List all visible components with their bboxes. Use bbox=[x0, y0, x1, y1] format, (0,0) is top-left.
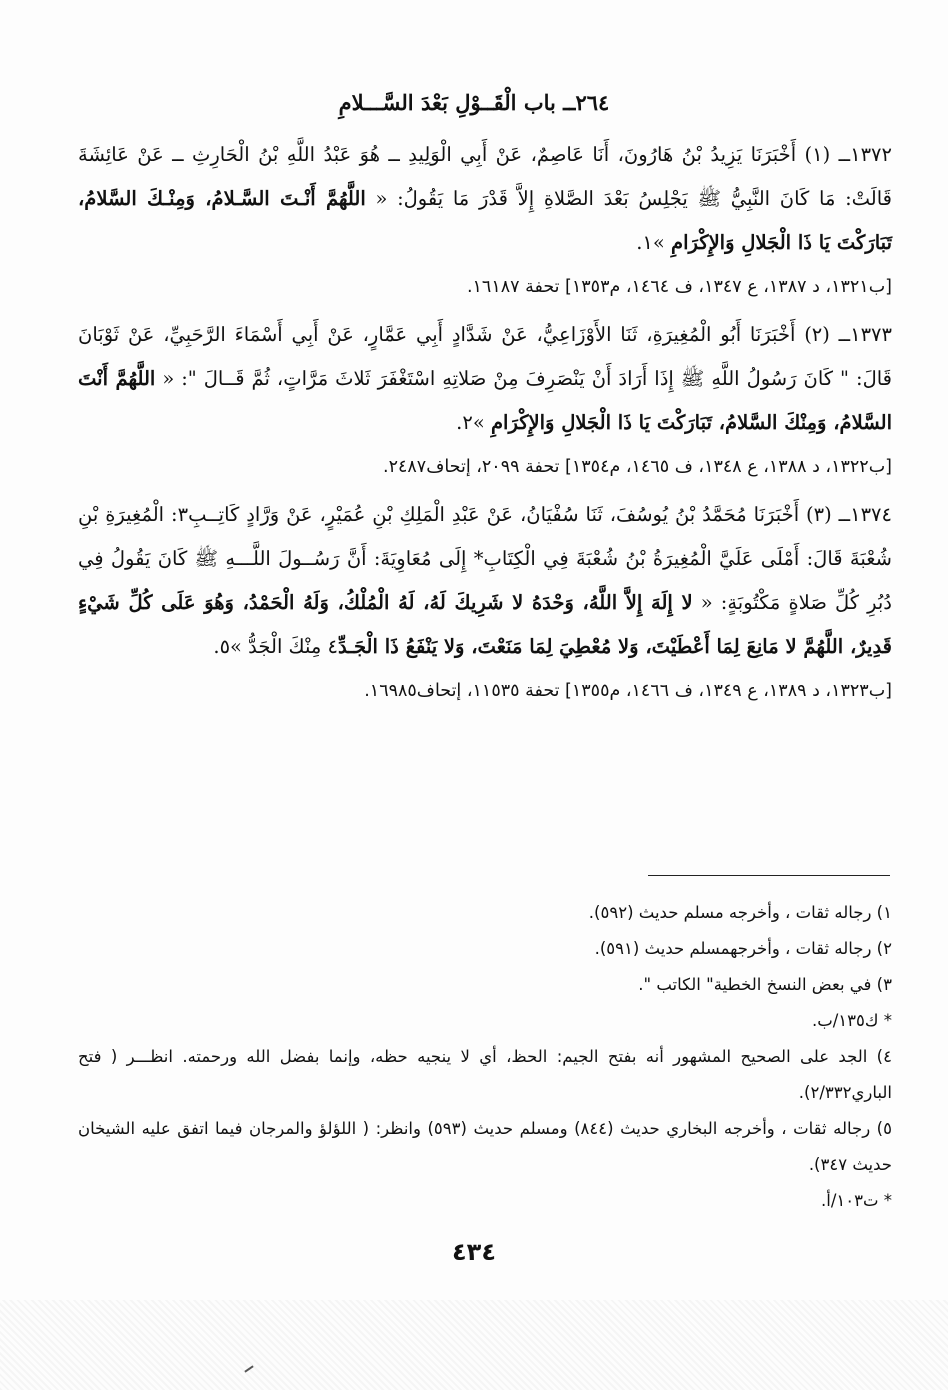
page-number: ٤٣٤ bbox=[452, 1238, 496, 1266]
hadith-reference-1373: [ب١٣٢٢، د ١٣٨٨، ع ١٣٤٨، ف ١٤٦٥، م١٣٥٤] تحفة ٢٠٩٩، إتحاف٢٤٨٧. bbox=[383, 457, 892, 477]
scan-texture bbox=[0, 1300, 948, 1390]
footnote: * ك١٣٥/ب. bbox=[811, 1011, 892, 1030]
footnote: ٥) رجاله ثقات ، وأخرجه البخاري حديث (٨٤٤) ومسلم حديث (٥٩٣) وانظر: ( اللؤلؤ والمرجان فيما اتفق عليه الشيخان حديث ٣٤٧). bbox=[78, 1119, 892, 1174]
hadith-1372 bbox=[78, 133, 892, 265]
footnote-divider bbox=[648, 875, 890, 876]
hadith-body bbox=[78, 133, 892, 717]
footnote: ٤) الجد على الصحيح المشهور أنه بفتح الجيم: الحظ، أي لا ينجيه حظه، وإنما بفضل الله ورحمته. انظـــر ( فتح الباري٢/٣٣٢). bbox=[78, 1047, 892, 1102]
hadith-text-end: »١. bbox=[636, 231, 672, 254]
hadith-supplication: اللَّهُمَّ أَنْتَ السَّلامُ، وَمِنْكَ السَّلامُ، تَبَارَكْتَ يَا ذَا الْجَلالِ وَالإِكْرَامِ bbox=[78, 367, 892, 434]
hadith-reference-1372: [ب١٣٢١، د ١٣٨٧، ع ١٣٤٧، ف ١٤٦٤، م١٣٥٣] تحفة ١٦١٨٧. bbox=[466, 277, 892, 297]
footnote: ١) رجاله ثقات ، وأخرجه مسلم حديث (٥٩٢). bbox=[588, 903, 892, 922]
hadith-reference-1374: [ب١٣٢٣، د ١٣٨٩، ع ١٣٤٩، ف ١٤٦٦، م١٣٥٥] تحفة ١١٥٣٥، إتحاف١٦٩٨٥. bbox=[364, 681, 892, 701]
hadith-1373 bbox=[78, 313, 892, 445]
hadith-supplication: لا إِلَهَ إِلاَّ اللَّهُ، وَحْدَهُ لا شَرِيكَ لَهُ، لَهُ الْمُلْكُ، وَلَهُ الْحَمْدُ، وَهُوَ عَلَى كُلِّ شَيْءٍ قَدِيرٌ، اللَّهُمَّ لا مَانِعَ لِمَا أَعْطَيْتَ، وَلا مُعْطِيَ لِمَا مَنَعْتَ، وَلا يَنْفَعُ ذَا الْجَـدِّ bbox=[78, 591, 892, 658]
footnote: ٢) رجاله ثقات ، وأخرجهمسلم حديث (٥٩١). bbox=[594, 939, 892, 958]
footnotes bbox=[78, 895, 892, 1219]
footnote: * ت١٠٣/أ. bbox=[820, 1191, 892, 1210]
hadith-text-end: ٤ مِنْكَ الْجَدُّ »٥. bbox=[213, 635, 339, 658]
hadith-supplication: اللَّهُمَّ أَنْـتَ السَّـلامُ، وَمِنْـكَ السَّلامُ، تَبَارَكْتَ يَا ذَا الْجَلالِ وَالإِكْرَامِ bbox=[78, 187, 892, 254]
footnote: ٣) في بعض النسخ الخطية" الكاتب ". bbox=[638, 975, 892, 994]
hadith-text: ١٣٧٣ــ (٢) أَخْبَرَنَا أَبُو الْمُغِيرَةِ، ثَنَا الأَوْزَاعِيُّ، عَنْ شَدَّادٍ أَبِي عَمَّارٍ، عَنْ أَبِي أَسْمَاءَ الرَّحَبِيِّ، عَنْ ثَوْبَانَ قَالَ: " كَانَ رَسُولُ اللَّهِ ﷺ إِذَا أَرَادَ أَنْ يَنْصَرِفَ مِنْ صَلاتِهِ اسْتَغْفَرَ ثَلاثَ مَرَّاتٍ، ثُمَّ قَــالَ ": « bbox=[78, 323, 892, 390]
hadith-text: ١٣٧٤ــ (٣) أَخْبَرَنَا مُحَمَّدُ بْنُ يُوسُفَ، ثَنَا سُفْيَانُ، عَنْ عَبْدِ الْمَلِكِ بْنِ عُمَيْرٍ، عَنْ وَرَّادٍ كَاتِــبِ٣: الْمُغِيرَةِ بْنِ شُعْبَةَ قَالَ: أَمْلَى عَلَيَّ الْمُغِيرَةُ بْنُ شُعْبَةَ فِي الْكِتَابِ* إِلَى مُعَاوِيَةَ: أَنَّ رَسُــولَ اللَّـــهِ ﷺ كَانَ يَقُولُ فِي دُبُرِ كُلِّ صَلاةٍ مَكْتُوبَةٍ: « bbox=[78, 503, 893, 614]
hadith-text: ١٣٧٢ــ (١) أَخْبَرَنَا يَزِيدُ بْنُ هَارُونَ، أَنَا عَاصِمٌ، عَنْ أَبِي الْوَلِيدِ ــ هُوَ عَبْدُ اللَّهِ بْنُ الْحَارِثِ ــ عَنْ عَائِشَةَ قَالَتْ: مَا كَانَ النَّبِيُّ ﷺ يَجْلِسُ بَعْدَ الصَّلاةِ إِلاَّ قَدْرَ مَا يَقُولُ: « bbox=[78, 143, 893, 210]
hadith-text-end: »٢. bbox=[456, 411, 491, 434]
chapter-title: ٢٦٤ــ باب الْقَــوْلِ بَعْدَ السَّـــلامِ bbox=[338, 90, 610, 115]
hadith-1374 bbox=[78, 493, 892, 669]
